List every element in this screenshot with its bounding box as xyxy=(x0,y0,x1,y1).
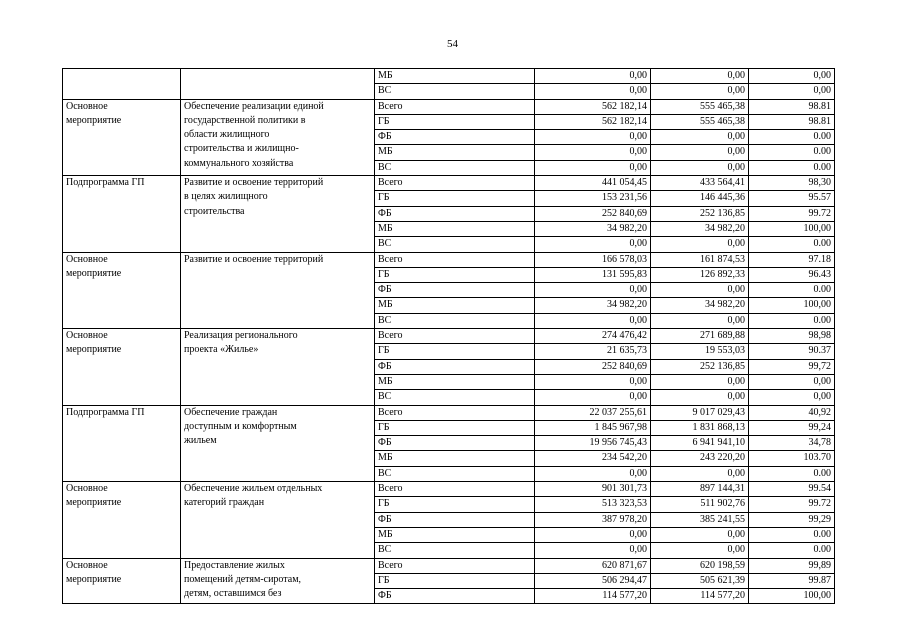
percent-cell: 99.87 xyxy=(749,573,835,588)
funding-source-cell: ВС xyxy=(375,160,535,175)
planned-amount-cell: 0,00 xyxy=(535,130,651,145)
percent-cell: 98,98 xyxy=(749,329,835,344)
planned-amount-cell: 274 476,42 xyxy=(535,329,651,344)
item-description-line: Обеспечение реализации единой xyxy=(184,100,324,112)
percent-cell: 90.37 xyxy=(749,344,835,359)
funding-source-cell: Всего xyxy=(375,176,535,191)
actual-amount-cell: 34 982,20 xyxy=(651,298,749,313)
item-description-cell xyxy=(181,405,375,481)
planned-amount-cell: 0,00 xyxy=(535,543,651,558)
planned-amount-cell: 0,00 xyxy=(535,160,651,175)
planned-amount-cell: 620 871,67 xyxy=(535,558,651,573)
funding-source-cell: Всего xyxy=(375,482,535,497)
actual-amount-cell: 0,00 xyxy=(651,313,749,328)
actual-amount-cell: 114 577,20 xyxy=(651,589,749,604)
actual-amount-cell: 252 136,85 xyxy=(651,206,749,221)
funding-source-cell: ФБ xyxy=(375,283,535,298)
planned-amount-cell: 441 054,45 xyxy=(535,176,651,191)
actual-amount-cell: 0,00 xyxy=(651,390,749,405)
percent-cell: 100,00 xyxy=(749,589,835,604)
item-description-line: строительства xyxy=(184,205,245,217)
funding-source-cell: ВС xyxy=(375,543,535,558)
actual-amount-cell: 243 220,20 xyxy=(651,451,749,466)
item-type-cell xyxy=(63,558,181,604)
planned-amount-cell: 562 182,14 xyxy=(535,114,651,129)
planned-amount-cell: 0,00 xyxy=(535,283,651,298)
percent-cell: 95.57 xyxy=(749,191,835,206)
percent-cell: 103.70 xyxy=(749,451,835,466)
item-type-line: Основное xyxy=(66,253,108,265)
actual-amount-cell: 9 017 029,43 xyxy=(651,405,749,420)
funding-source-cell: Всего xyxy=(375,558,535,573)
funding-source-cell: ФБ xyxy=(375,359,535,374)
item-description-cell xyxy=(181,252,375,328)
percent-cell: 99,89 xyxy=(749,558,835,573)
percent-cell: 0.00 xyxy=(749,543,835,558)
item-description-line: строительства и жилищно- xyxy=(184,143,299,155)
table-row xyxy=(63,329,835,344)
funding-source-cell: ГБ xyxy=(375,497,535,512)
planned-amount-cell: 1 845 967,98 xyxy=(535,420,651,435)
percent-cell: 99,24 xyxy=(749,420,835,435)
planned-amount-cell: 234 542,20 xyxy=(535,451,651,466)
item-type-cell xyxy=(63,329,181,405)
item-description-line: государственной политики в xyxy=(184,114,306,126)
funding-source-cell: ГБ xyxy=(375,114,535,129)
funding-source-cell: ФБ xyxy=(375,130,535,145)
planned-amount-cell: 506 294,47 xyxy=(535,573,651,588)
item-description-line: проекта «Жилье» xyxy=(184,344,259,356)
funding-source-cell: ВС xyxy=(375,390,535,405)
planned-amount-cell: 252 840,69 xyxy=(535,359,651,374)
planned-amount-cell: 0,00 xyxy=(535,313,651,328)
percent-cell: 99,29 xyxy=(749,512,835,527)
item-type-cell xyxy=(63,405,181,481)
item-description-line: детям, оставшимся без xyxy=(184,588,282,600)
percent-cell: 0,00 xyxy=(749,69,835,84)
item-description-line: категорий граждан xyxy=(184,497,265,509)
item-type-line: Подпрограмма ГП xyxy=(66,177,145,189)
planned-amount-cell: 0,00 xyxy=(535,390,651,405)
planned-amount-cell: 19 956 745,43 xyxy=(535,436,651,451)
actual-amount-cell: 271 689,88 xyxy=(651,329,749,344)
percent-cell: 0.00 xyxy=(749,160,835,175)
item-type-line: Основное xyxy=(66,483,108,495)
percent-cell: 0.00 xyxy=(749,283,835,298)
percent-cell: 0,00 xyxy=(749,84,835,99)
actual-amount-cell: 0,00 xyxy=(651,160,749,175)
percent-cell: 0.00 xyxy=(749,237,835,252)
planned-amount-cell: 22 037 255,61 xyxy=(535,405,651,420)
table-row xyxy=(63,405,835,420)
actual-amount-cell: 620 198,59 xyxy=(651,558,749,573)
item-description-line: коммунального хозяйства xyxy=(184,157,294,169)
percent-cell: 100,00 xyxy=(749,298,835,313)
planned-amount-cell: 0,00 xyxy=(535,237,651,252)
table-row xyxy=(63,176,835,191)
actual-amount-cell: 0,00 xyxy=(651,237,749,252)
funding-source-cell: Всего xyxy=(375,405,535,420)
actual-amount-cell: 0,00 xyxy=(651,374,749,389)
budget-table xyxy=(62,68,835,604)
planned-amount-cell: 0,00 xyxy=(535,69,651,84)
actual-amount-cell: 146 445,36 xyxy=(651,191,749,206)
planned-amount-cell: 562 182,14 xyxy=(535,99,651,114)
item-type-line: мероприятие xyxy=(66,114,122,126)
planned-amount-cell: 513 323,53 xyxy=(535,497,651,512)
table-row xyxy=(63,482,835,497)
percent-cell: 96.43 xyxy=(749,267,835,282)
funding-source-cell: ВС xyxy=(375,237,535,252)
item-description-cell xyxy=(181,329,375,405)
actual-amount-cell: 1 831 868,13 xyxy=(651,420,749,435)
percent-cell: 98.81 xyxy=(749,114,835,129)
percent-cell: 99,72 xyxy=(749,359,835,374)
item-description-line: Обеспечение жильем отдельных xyxy=(184,483,323,495)
funding-source-cell: Всего xyxy=(375,252,535,267)
actual-amount-cell: 19 553,03 xyxy=(651,344,749,359)
table-row xyxy=(63,99,835,114)
planned-amount-cell: 131 595,83 xyxy=(535,267,651,282)
item-type-line: Подпрограмма ГП xyxy=(66,406,145,418)
actual-amount-cell: 0,00 xyxy=(651,84,749,99)
item-description-line: помещений детям-сиротам, xyxy=(184,573,302,585)
percent-cell: 0.00 xyxy=(749,145,835,160)
planned-amount-cell: 153 231,56 xyxy=(535,191,651,206)
funding-source-cell: ГБ xyxy=(375,420,535,435)
actual-amount-cell: 0,00 xyxy=(651,466,749,481)
actual-amount-cell: 0,00 xyxy=(651,527,749,542)
item-description-line: области жилищного xyxy=(184,129,270,141)
actual-amount-cell: 252 136,85 xyxy=(651,359,749,374)
actual-amount-cell: 385 241,55 xyxy=(651,512,749,527)
item-description-cell xyxy=(181,482,375,558)
funding-source-cell: ГБ xyxy=(375,344,535,359)
percent-cell: 34,78 xyxy=(749,436,835,451)
actual-amount-cell: 161 874,53 xyxy=(651,252,749,267)
item-type-cell xyxy=(63,99,181,175)
item-description-line: Реализация регионального xyxy=(184,330,298,342)
funding-source-cell: Всего xyxy=(375,99,535,114)
item-type-line: мероприятие xyxy=(66,573,122,585)
percent-cell: 0.00 xyxy=(749,313,835,328)
percent-cell: 98.81 xyxy=(749,99,835,114)
item-description-line: Обеспечение граждан xyxy=(184,406,278,418)
actual-amount-cell: 505 621,39 xyxy=(651,573,749,588)
percent-cell: 0.00 xyxy=(749,130,835,145)
actual-amount-cell: 0,00 xyxy=(651,543,749,558)
table-row xyxy=(63,252,835,267)
funding-source-cell: МБ xyxy=(375,221,535,236)
planned-amount-cell: 114 577,20 xyxy=(535,589,651,604)
funding-source-cell: ФБ xyxy=(375,512,535,527)
planned-amount-cell: 21 635,73 xyxy=(535,344,651,359)
funding-source-cell: Всего xyxy=(375,329,535,344)
item-description-line: в целях жилищного xyxy=(184,191,268,203)
funding-source-cell: ГБ xyxy=(375,267,535,282)
actual-amount-cell: 0,00 xyxy=(651,130,749,145)
planned-amount-cell: 387 978,20 xyxy=(535,512,651,527)
actual-amount-cell: 511 902,76 xyxy=(651,497,749,512)
item-type-line: Основное xyxy=(66,330,108,342)
item-type-cell xyxy=(63,176,181,252)
percent-cell: 97.18 xyxy=(749,252,835,267)
funding-source-cell: ФБ xyxy=(375,206,535,221)
funding-source-cell: ФБ xyxy=(375,436,535,451)
actual-amount-cell: 34 982,20 xyxy=(651,221,749,236)
table-row xyxy=(63,69,835,84)
item-description-line: жильем xyxy=(184,435,217,447)
funding-source-cell: ВС xyxy=(375,84,535,99)
percent-cell: 40,92 xyxy=(749,405,835,420)
funding-source-cell: МБ xyxy=(375,145,535,160)
funding-source-cell: ВС xyxy=(375,313,535,328)
percent-cell: 100,00 xyxy=(749,221,835,236)
item-description-line: Развитие и освоение территорий xyxy=(184,177,324,189)
item-type-cell xyxy=(63,69,181,100)
planned-amount-cell: 0,00 xyxy=(535,466,651,481)
planned-amount-cell: 34 982,20 xyxy=(535,298,651,313)
actual-amount-cell: 0,00 xyxy=(651,283,749,298)
item-type-line: Основное xyxy=(66,100,108,112)
planned-amount-cell: 34 982,20 xyxy=(535,221,651,236)
planned-amount-cell: 252 840,69 xyxy=(535,206,651,221)
item-type-line: мероприятие xyxy=(66,267,122,279)
item-description-cell xyxy=(181,69,375,100)
actual-amount-cell: 0,00 xyxy=(651,145,749,160)
percent-cell: 99.72 xyxy=(749,206,835,221)
item-description-line: Предоставление жилых xyxy=(184,559,285,571)
funding-source-cell: ВС xyxy=(375,466,535,481)
table-row xyxy=(63,558,835,573)
percent-cell: 0,00 xyxy=(749,390,835,405)
actual-amount-cell: 555 465,38 xyxy=(651,114,749,129)
actual-amount-cell: 555 465,38 xyxy=(651,99,749,114)
actual-amount-cell: 6 941 941,10 xyxy=(651,436,749,451)
planned-amount-cell: 0,00 xyxy=(535,84,651,99)
percent-cell: 0.00 xyxy=(749,527,835,542)
item-type-cell xyxy=(63,482,181,558)
actual-amount-cell: 897 144,31 xyxy=(651,482,749,497)
item-type-line: мероприятие xyxy=(66,497,122,509)
percent-cell: 99.72 xyxy=(749,497,835,512)
item-description-cell xyxy=(181,176,375,252)
item-description-cell xyxy=(181,558,375,604)
item-type-line: мероприятие xyxy=(66,344,122,356)
funding-source-cell: ГБ xyxy=(375,191,535,206)
item-description-line: Развитие и освоение территорий xyxy=(184,253,324,265)
actual-amount-cell: 126 892,33 xyxy=(651,267,749,282)
item-type-line: Основное xyxy=(66,559,108,571)
funding-source-cell: МБ xyxy=(375,451,535,466)
funding-source-cell: МБ xyxy=(375,374,535,389)
funding-source-cell: МБ xyxy=(375,69,535,84)
funding-source-cell: ГБ xyxy=(375,573,535,588)
actual-amount-cell: 433 564,41 xyxy=(651,176,749,191)
planned-amount-cell: 0,00 xyxy=(535,527,651,542)
actual-amount-cell: 0,00 xyxy=(651,69,749,84)
item-type-cell xyxy=(63,252,181,328)
planned-amount-cell: 0,00 xyxy=(535,145,651,160)
planned-amount-cell: 166 578,03 xyxy=(535,252,651,267)
percent-cell: 0.00 xyxy=(749,466,835,481)
planned-amount-cell: 901 301,73 xyxy=(535,482,651,497)
funding-source-cell: МБ xyxy=(375,527,535,542)
funding-source-cell: ФБ xyxy=(375,589,535,604)
percent-cell: 99.54 xyxy=(749,482,835,497)
percent-cell: 0,00 xyxy=(749,374,835,389)
item-description-cell xyxy=(181,99,375,175)
percent-cell: 98,30 xyxy=(749,176,835,191)
funding-source-cell: МБ xyxy=(375,298,535,313)
page-number: 54 xyxy=(447,38,458,50)
planned-amount-cell: 0,00 xyxy=(535,374,651,389)
item-description-line: доступным и комфортным xyxy=(184,420,297,432)
